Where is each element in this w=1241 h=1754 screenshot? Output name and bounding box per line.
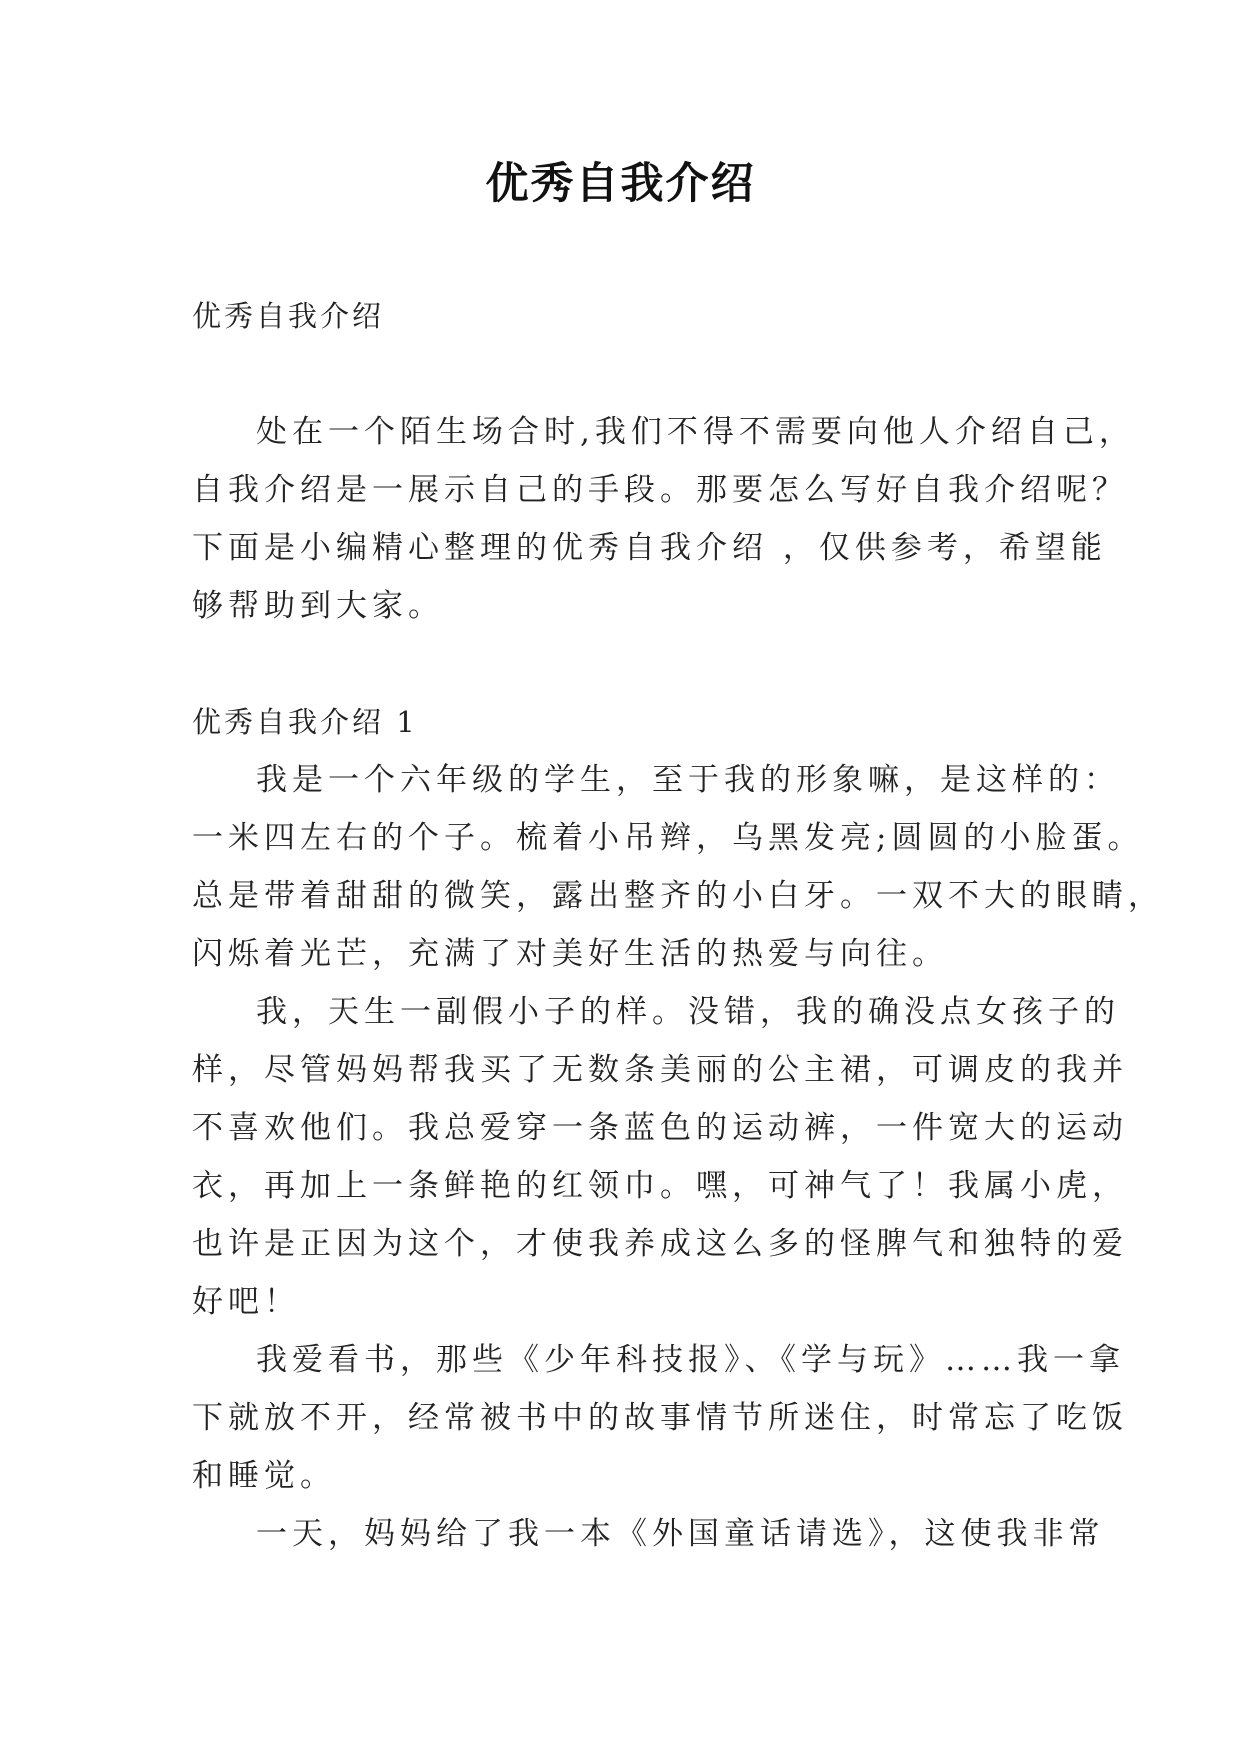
- paragraph-2: [192, 983, 1128, 1331]
- intro-paragraph: [192, 403, 1135, 635]
- paragraph-3: [192, 1331, 1128, 1505]
- spacer: [192, 345, 1050, 403]
- section-heading: 优秀自我介绍 1: [192, 705, 418, 739]
- paragraph-1: [192, 751, 1164, 983]
- paragraph-line: 闪烁着光芒，充满了对美好生活的热爱与向往。: [192, 936, 948, 972]
- paragraph-line: 我，天生一副假小子的样。没错，我的确没点女孩子的: [256, 994, 1120, 1030]
- paragraph-line: 也许是正因为这个，才使我养成这么多的怪脾气和独特的爱: [192, 1226, 1128, 1262]
- paragraph-line: 我是一个六年级的学生，至于我的形象嘛，是这样的：: [256, 762, 1120, 798]
- paragraph-line: 一米四左右的个子。梳着小吊辫，乌黑发亮;圆圆的小脸蛋。: [192, 820, 1144, 856]
- document-subtitle: 优秀自我介绍: [192, 299, 385, 333]
- page-title: 优秀自我介绍: [485, 159, 756, 209]
- paragraph-line: 和睡觉。: [192, 1458, 336, 1494]
- paragraph-line: 自我介绍是一展示自己的手段。那要怎么写好自我介绍呢？: [192, 472, 1128, 508]
- spacer: [192, 635, 1050, 693]
- paragraph-line: 总是带着甜甜的微笑，露出整齐的小白牙。一双不大的眼睛，: [192, 878, 1164, 914]
- paragraph-line: 处在一个陌生场合时,我们不得不需要向他人介绍自己，: [256, 414, 1135, 450]
- paragraph-line: 下就放不开，经常被书中的故事情节所迷住，时常忘了吃饭: [192, 1400, 1128, 1436]
- paragraph-line: 够帮助到大家。: [192, 588, 444, 624]
- paragraph-line: 不喜欢他们。我总爱穿一条蓝色的运动裤，一件宽大的运动: [192, 1110, 1128, 1146]
- paragraph-line: 我爱看书，那些《少年科技报》、《学与玩》……我一拿: [256, 1342, 1125, 1378]
- paragraph-line: 好吧！: [192, 1284, 300, 1320]
- paragraph-line: 下面是小编精心整理的优秀自我介绍 ，仅供参考，希望能: [192, 530, 1107, 566]
- paragraph-line: 衣，再加上一条鲜艳的红领巾。嘿，可神气了！我属小虎，: [192, 1168, 1128, 1204]
- paragraph-4: [192, 1505, 1105, 1563]
- document-body: [192, 287, 1164, 1563]
- paragraph-line: 一天，妈妈给了我一本《外国童话请选》，这使我非常: [256, 1516, 1105, 1552]
- paragraph-line: 样，尽管妈妈帮我买了无数条美丽的公主裙，可调皮的我并: [192, 1052, 1128, 1088]
